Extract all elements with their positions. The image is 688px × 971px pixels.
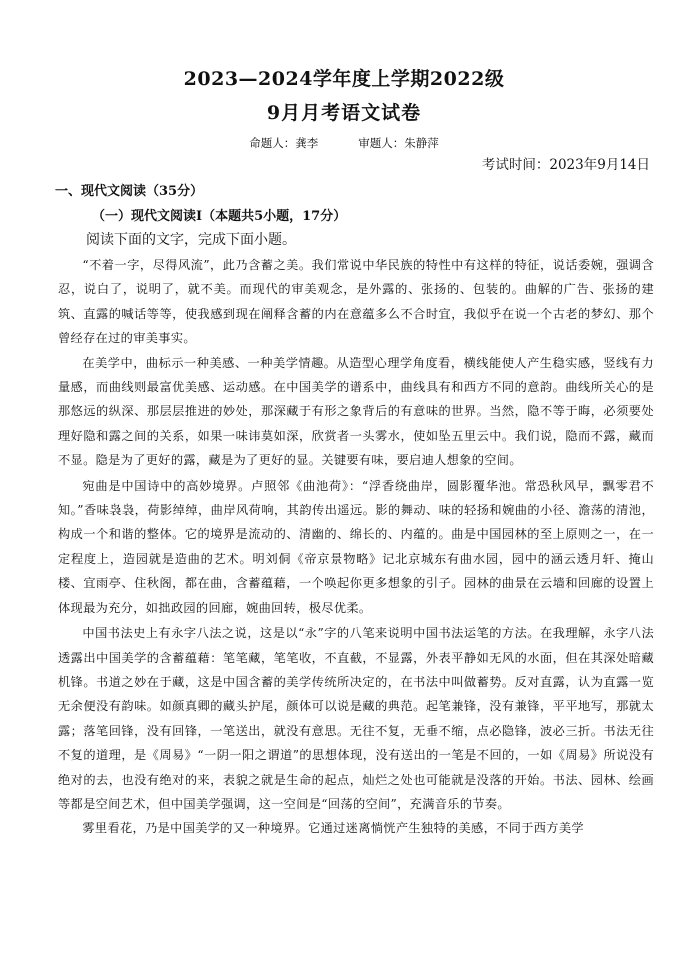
instruction-text: 阅读下面的文字，完成下面小题。 xyxy=(86,232,296,248)
exam-title-line1: 2023—2024学年度上学期2022级 xyxy=(183,68,505,90)
passage xyxy=(58,253,654,841)
passage-paragraph-1: “不着一字，尽得风流”，此乃含蓄之美。我们常说中华民族的特性中有这样的特征，说话委婉，强调含忍，说白了，说明了，就不美。而现代的审美观念，是外露的、张扬的、包装的。曲解的广告、张扬的建筑、直露的喊话等等，使我感到现在阐释含蓄的内在意蕴多么不合时宜，我似乎在说一个古老的梦幻、那个曾经存在过的审美事实。 xyxy=(58,258,654,346)
setter-label: 命题人：龚李 xyxy=(249,136,319,150)
passage-paragraph-4: 中国书法史上有永字八法之说，这是以“永”字的八笔来说明中国书法运笔的方法。在我理解，永字八法透露出中国美学的含蓄蕴藉：笔笔藏，笔笔收，不直截，不显露，外表平静如无风的水面，但在其深处暗藏机锋。书道之妙在于藏，这是中国含蓄的美学传统所决定的，在书法中叫做蓄势。反对直露，认为直露一览无余便没有韵味。如颜真卿的藏头护尾，颜体可以说是藏的典范。起笔兼锋，没有兼锋，平平地写，那就太露；落笔回锋，没有回锋，一笔送出，就没有意思。无往不复，无垂不缩，点必隐锋，波必三折。书法无往不复的道理，是《周易》“一阴一阳之谓道”的思想体现，没有送出的一笔是不回的，一如《周易》所说没有绝对的去，也没有绝对的来，表貌之就是生命的起点，灿烂之处也可能就是没落的开始。书法、园林、绘画等都是空间艺术，但中国美学强调，这一空间是“回荡的空间”，充满音乐的节奏。 xyxy=(58,626,654,811)
section-heading: 一、现代文阅读（35分） xyxy=(55,184,204,199)
exam-title-line2: 9月月考语文试卷 xyxy=(266,102,422,124)
passage-paragraph-3: 宛曲是中国诗中的高妙境界。卢照邻《曲池荷》：“浮香绕曲岸，圆影覆华池。常恐秋风早，飘零君不知。”香味袅袅，荷影绰绰，曲岸风荷响，其韵传出遥远。影的舞动、味的轻扬和婉曲的小径、澹荡的清池，构成一个和谐的整体。它的境界是流动的、清幽的、绵长的、内蕴的。曲是中国园林的至上原则之一，在一定程度上，造园就是造曲的艺术。明刘侗《帝京景物略》记北京城东有曲水园，园中的涵云透月轩、掩山楼、宜雨亭、住秋阁，都在曲，含蓄蕴藉，一个唤起你更多想象的引子。园林的曲景在云墙和回廊的设置上体现最为充分，如拙政园的回廊，婉曲回转，极尽优柔。 xyxy=(58,478,654,615)
subsection-heading: （一）现代文阅读Ⅰ（本题共5小题，17分） xyxy=(92,209,347,224)
author-line xyxy=(0,135,688,151)
reviewer-label: 审题人：朱静萍 xyxy=(358,136,439,150)
passage-paragraph-5: 雾里看花，乃是中国美学的又一种境界。它通过迷离惝恍产生独特的美感，不同于西方美学 xyxy=(82,821,584,836)
passage-paragraph-2: 在美学中，曲标示一种美感、一种美学情趣。从造型心理学角度看，横线能使人产生稳实感，竖线有力量感，而曲线则最富优美感、运动感。在中国美学的谱系中，曲线具有和西方不同的意韵。曲线所关心的是那悠远的纵深、那层层推进的妙处，那深藏于有形之象背后的有意味的世界。当然，隐不等于晦，必须要处理好隐和露之间的关系，如果一味讳莫如深，欣赏者一头雾水，使如坠五里云中。我们说，隐而不露，藏而不显。隐是为了更好的露，藏是为了更好的显。关键要有味，要启迪人想象的空间。 xyxy=(58,355,654,468)
exam-time: 考试时间：2023年9月14日 xyxy=(481,157,650,173)
